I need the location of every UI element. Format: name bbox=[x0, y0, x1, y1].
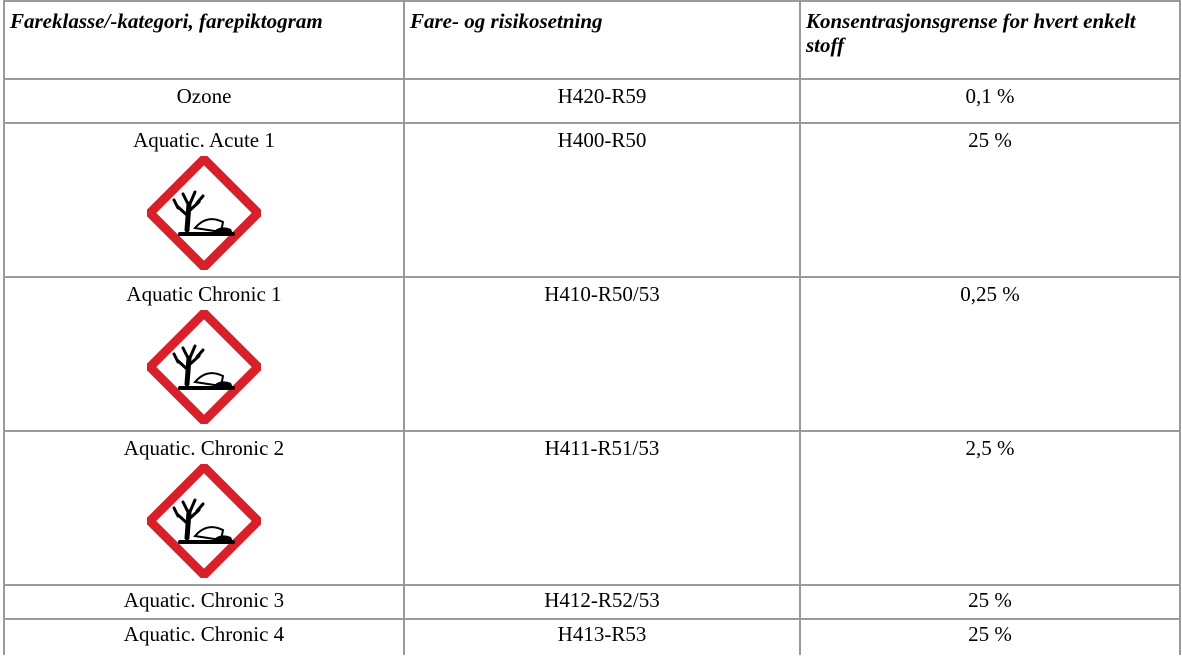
category-label: Aquatic. Chronic 4 bbox=[123, 622, 285, 646]
cell-category bbox=[4, 123, 404, 277]
limit-label: 25 % bbox=[968, 622, 1012, 646]
cell-category bbox=[4, 585, 404, 619]
cell-phrase bbox=[404, 277, 800, 431]
cell-category bbox=[4, 79, 404, 123]
table-row bbox=[4, 79, 1180, 123]
header-hazard-phrase: Fare- og risikosetning bbox=[404, 1, 800, 79]
table-row bbox=[4, 431, 1180, 585]
category-label: Aquatic Chronic 1 bbox=[126, 282, 282, 306]
header-concentration-limit: Konsentrasjonsgrense for hvert enkelt stoff bbox=[800, 1, 1180, 79]
environment-hazard-icon bbox=[147, 464, 261, 578]
limit-label: 25 % bbox=[968, 128, 1012, 152]
cell-category bbox=[4, 619, 404, 655]
cell-phrase bbox=[404, 123, 800, 277]
category-label: Aquatic. Chronic 3 bbox=[123, 588, 285, 612]
cell-phrase bbox=[404, 619, 800, 655]
cell-limit bbox=[800, 79, 1180, 123]
cell-limit bbox=[800, 585, 1180, 619]
cell-phrase bbox=[404, 585, 800, 619]
cell-limit bbox=[800, 123, 1180, 277]
limit-label: 0,25 % bbox=[960, 282, 1020, 306]
cell-category bbox=[4, 277, 404, 431]
phrase-label: H420-R59 bbox=[557, 84, 647, 108]
cell-limit bbox=[800, 277, 1180, 431]
table-row bbox=[4, 619, 1180, 655]
category-label: Aquatic. Acute 1 bbox=[133, 128, 275, 152]
header-hazard-class: Fareklasse/-kategori, farepiktogram bbox=[4, 1, 404, 79]
hazard-classification-table bbox=[3, 0, 1181, 655]
phrase-label: H413-R53 bbox=[557, 622, 647, 646]
cell-phrase bbox=[404, 431, 800, 585]
limit-label: 0,1 % bbox=[965, 84, 1015, 108]
limit-label: 2,5 % bbox=[965, 436, 1015, 460]
phrase-label: H400-R50 bbox=[557, 128, 647, 152]
phrase-label: H412-R52/53 bbox=[544, 588, 660, 612]
table-header-row bbox=[4, 1, 1180, 79]
cell-category bbox=[4, 431, 404, 585]
category-label: Aquatic. Chronic 2 bbox=[123, 436, 285, 460]
environment-hazard-icon bbox=[147, 156, 261, 270]
environment-hazard-icon bbox=[147, 310, 261, 424]
table-row bbox=[4, 123, 1180, 277]
limit-label: 25 % bbox=[968, 588, 1012, 612]
cell-limit bbox=[800, 431, 1180, 585]
phrase-label: H411-R51/53 bbox=[544, 436, 660, 460]
table-row bbox=[4, 277, 1180, 431]
cell-phrase bbox=[404, 79, 800, 123]
category-label: Ozone bbox=[176, 84, 232, 108]
cell-limit bbox=[800, 619, 1180, 655]
table-row bbox=[4, 585, 1180, 619]
phrase-label: H410-R50/53 bbox=[544, 282, 660, 306]
